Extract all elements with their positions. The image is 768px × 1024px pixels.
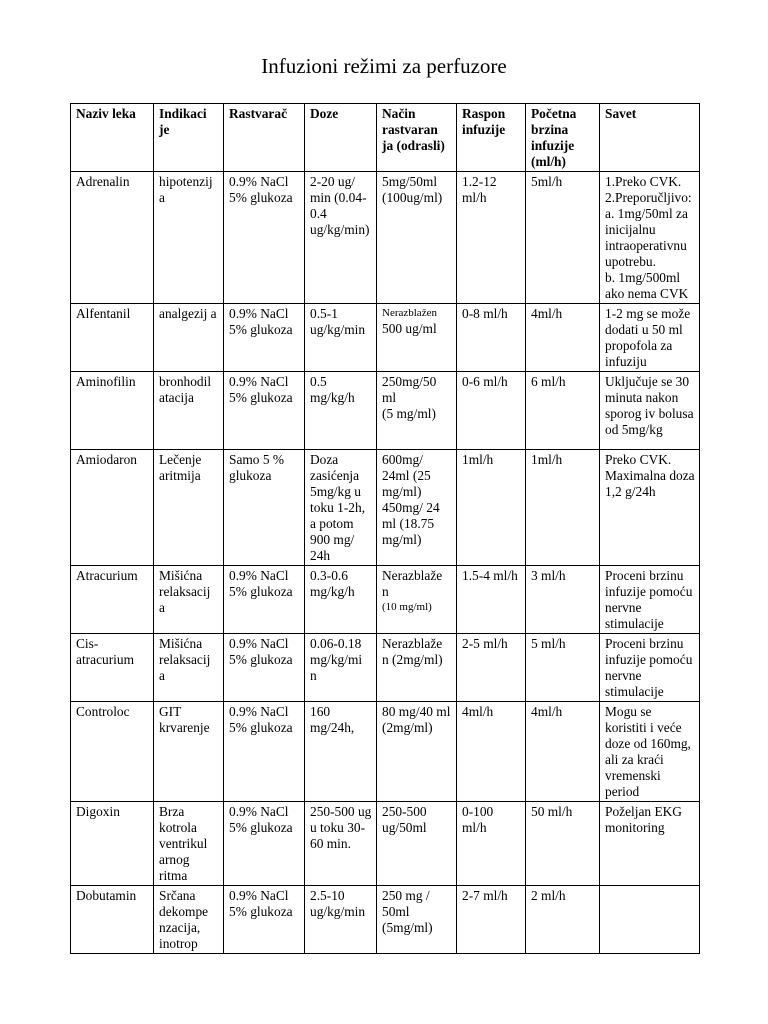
column-header-indikacija: Indikaci je xyxy=(154,104,224,172)
cell-naziv: Digoxin xyxy=(71,802,154,886)
cell-raspon: 1.5-4 ml/h xyxy=(457,566,526,634)
cell-brzina: 4ml/h xyxy=(526,304,600,372)
cell-savet xyxy=(600,886,700,954)
column-header-brzina: Početna brzina infuzije (ml/h) xyxy=(526,104,600,172)
cell-doze: 250-500 ug u toku 30-60 min. xyxy=(305,802,377,886)
column-header-raspon: Raspon infuzije xyxy=(457,104,526,172)
cell-brzina: 4ml/h xyxy=(526,702,600,802)
cell-rastvarac: 0.9% NaCl 5% glukoza xyxy=(224,802,305,886)
table-row xyxy=(71,566,700,634)
cell-rastvarac: Samo 5 % glukoza xyxy=(224,450,305,566)
cell-savet: Proceni brzinu infuzije pomoću nervne stimulacije xyxy=(600,634,700,702)
cell-raspon: 1.2-12 ml/h xyxy=(457,172,526,304)
cell-savet: Proceni brzinu infuzije pomoću nervne stimulacije xyxy=(600,566,700,634)
cell-indikacija: Lečenje aritmija xyxy=(154,450,224,566)
cell-nacin: Nerazblažen 500 ug/ml xyxy=(377,304,457,372)
cell-doze: 2.5-10 ug/kg/min xyxy=(305,886,377,954)
table-row xyxy=(71,450,700,566)
cell-savet: Uključuje se 30 minuta nakon sporog iv bolusa od 5mg/kg xyxy=(600,372,700,450)
cell-raspon: 0-8 ml/h xyxy=(457,304,526,372)
cell-savet: 1-2 mg se može dodati u 50 ml propofola za infuziju xyxy=(600,304,700,372)
cell-brzina: 6 ml/h xyxy=(526,372,600,450)
cell-nacin: 250 mg / 50ml (5mg/ml) xyxy=(377,886,457,954)
cell-indikacija: Mišićna relaksacij a xyxy=(154,634,224,702)
cell-indikacija: hipotenzij a xyxy=(154,172,224,304)
cell-brzina: 3 ml/h xyxy=(526,566,600,634)
table-row xyxy=(71,172,700,304)
cell-rastvarac: 0.9% NaCl 5% glukoza xyxy=(224,372,305,450)
cell-naziv: Adrenalin xyxy=(71,172,154,304)
cell-indikacija: Mišićna relaksacij a xyxy=(154,566,224,634)
cell-doze: 160 mg/24h, xyxy=(305,702,377,802)
table-row xyxy=(71,304,700,372)
cell-naziv: Controloc xyxy=(71,702,154,802)
cell-brzina: 50 ml/h xyxy=(526,802,600,886)
column-header-rastvarac: Rastvarač xyxy=(224,104,305,172)
cell-nacin: Nerazblaže n (10 mg/ml) xyxy=(377,566,457,634)
cell-doze: 0.3-0.6 mg/kg/h xyxy=(305,566,377,634)
table-row xyxy=(71,634,700,702)
cell-nacin: 250mg/50 ml (5 mg/ml) xyxy=(377,372,457,450)
cell-brzina: 5ml/h xyxy=(526,172,600,304)
column-header-nacin: Način rastvaran ja (odrasli) xyxy=(377,104,457,172)
cell-savet: Poželjan EKG monitoring xyxy=(600,802,700,886)
cell-indikacija: bronhodil atacija xyxy=(154,372,224,450)
cell-rastvarac: 0.9% NaCl 5% glukoza xyxy=(224,172,305,304)
cell-savet: Preko CVK. Maximalna doza 1,2 g/24h xyxy=(600,450,700,566)
cell-raspon: 2-7 ml/h xyxy=(457,886,526,954)
cell-naziv: Dobutamin xyxy=(71,886,154,954)
cell-naziv: Atracurium xyxy=(71,566,154,634)
cell-rastvarac: 0.9% NaCl 5% glukoza xyxy=(224,702,305,802)
column-header-naziv: Naziv leka xyxy=(71,104,154,172)
page-title: Infuzioni režimi za perfuzore xyxy=(261,54,507,78)
cell-nacin: 250-500 ug/50ml xyxy=(377,802,457,886)
cell-indikacija: Srčana dekompe nzacija, inotrop xyxy=(154,886,224,954)
table-row xyxy=(71,802,700,886)
cell-doze: 0.5-1 ug/kg/min xyxy=(305,304,377,372)
table-row xyxy=(71,372,700,450)
cell-indikacija: analgezij a xyxy=(154,304,224,372)
table-header-row xyxy=(71,104,700,172)
cell-rastvarac: 0.9% NaCl 5% glukoza xyxy=(224,634,305,702)
cell-rastvarac: 0.9% NaCl 5% glukoza xyxy=(224,304,305,372)
cell-naziv: Alfentanil xyxy=(71,304,154,372)
cell-raspon: 1ml/h xyxy=(457,450,526,566)
cell-doze: 0.5 mg/kg/h xyxy=(305,372,377,450)
cell-indikacija: Brza kotrola ventrikul arnog ritma xyxy=(154,802,224,886)
table-row xyxy=(71,886,700,954)
cell-naziv: Amiodaron xyxy=(71,450,154,566)
column-header-doze: Doze xyxy=(305,104,377,172)
cell-raspon: 2-5 ml/h xyxy=(457,634,526,702)
cell-nacin: Nerazblaže n (2mg/ml) xyxy=(377,634,457,702)
cell-naziv: Cis- atracurium xyxy=(71,634,154,702)
column-header-savet: Savet xyxy=(600,104,700,172)
cell-nacin: 5mg/50ml (100ug/ml) xyxy=(377,172,457,304)
cell-nacin: 600mg/ 24ml (25 mg/ml) 450mg/ 24 ml (18.75 mg/ml) xyxy=(377,450,457,566)
cell-nacin: 80 mg/40 ml (2mg/ml) xyxy=(377,702,457,802)
cell-naziv: Aminofilin xyxy=(71,372,154,450)
cell-rastvarac: 0.9% NaCl 5% glukoza xyxy=(224,566,305,634)
cell-brzina: 5 ml/h xyxy=(526,634,600,702)
table-row xyxy=(71,702,700,802)
infusion-table xyxy=(70,103,700,954)
cell-brzina: 1ml/h xyxy=(526,450,600,566)
cell-raspon: 0-6 ml/h xyxy=(457,372,526,450)
cell-raspon: 4ml/h xyxy=(457,702,526,802)
cell-brzina: 2 ml/h xyxy=(526,886,600,954)
cell-doze: 2-20 ug/ min (0.04-0.4 ug/kg/min) xyxy=(305,172,377,304)
cell-doze: Doza zasićenja 5mg/kg u toku 1-2h, a potom 900 mg/ 24h xyxy=(305,450,377,566)
cell-doze: 0.06-0.18 mg/kg/mi n xyxy=(305,634,377,702)
cell-savet: 1.Preko CVK. 2.Preporučljivo: a. 1mg/50ml za inicijalnu intraoperativnu upotrebu. b. 1mg/500ml ako nema CVK xyxy=(600,172,700,304)
cell-rastvarac: 0.9% NaCl 5% glukoza xyxy=(224,886,305,954)
cell-savet: Mogu se koristiti i veće doze od 160mg, ali za kraći vremenski period xyxy=(600,702,700,802)
cell-indikacija: GIT krvarenje xyxy=(154,702,224,802)
cell-raspon: 0-100 ml/h xyxy=(457,802,526,886)
